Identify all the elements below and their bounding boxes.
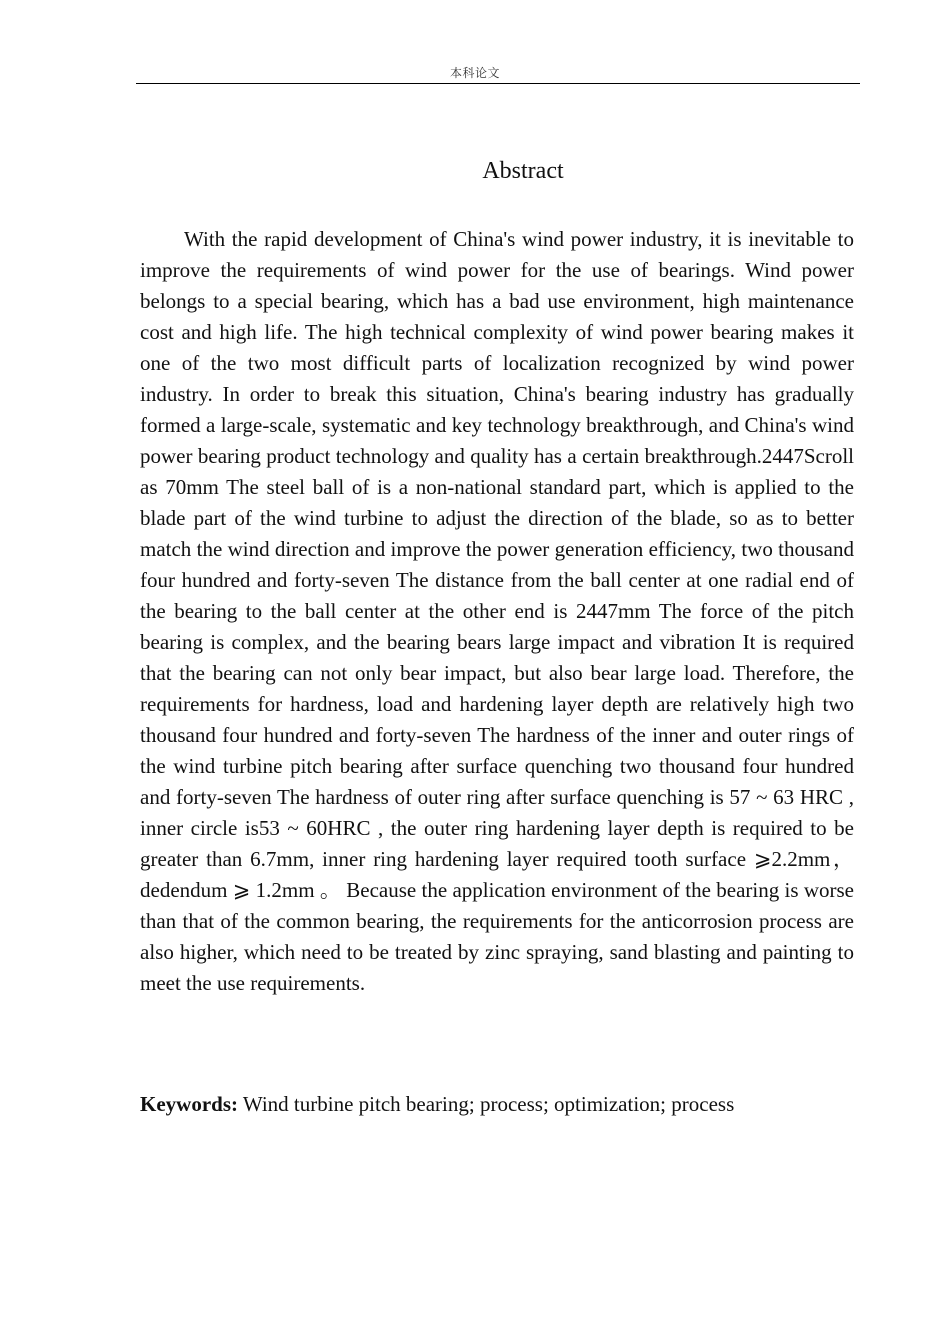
keywords-text: Wind turbine pitch bearing; process; optimization; process [238,1092,735,1116]
abstract-title: Abstract [482,158,564,184]
abstract-body: With the rapid development of China's wind power industry, it is inevitable to improve the requirements of wind power for the use of bearings. Wind power belongs to a special bearing, which has a bad use environment, high maintenance cost and high life. The high technical complexity of wind power bearing makes it one of the two most difficult parts of localization recognized by wind power industry. In order to break this situation, China's bearing industry has gradually formed a large-scale, systematic and key technology breakthrough, and China's wind power bearing product technology and quality has a certain breakthrough.2447Scroll as 70mm The steel ball of is a non-national standard part, which is applied to the blade part of the wind turbine to adjust the direction of the blade, so as to better match the wind direction and improve the power generation efficiency, two thousand four hundred and forty-seven The distance from the ball center at one radial end of the bearing to the ball center at the other end is 2447mm The force of the pitch bearing is complex, and the bearing bears large impact and vibration It is required that the bearing can not only bear impact, but also bear large load. Therefore, the requirements for hardness, load and hardening layer depth are relatively high two thousand four hundred and forty-seven The hardness of the inner and outer rings of the wind turbine pitch bearing after surface quenching two thousand four hundred and forty-seven The hardness of outer ring after surface quenching is 57 ~ 63 HRC , inner circle is53 ~ 60HRC , the outer ring hardening layer depth is required to be greater than 6.7mm, inner ring hardening layer required tooth surface ⩾2.2mm， dedendum ⩾ 1.2mm 。 Because the application environment of the bearing is worse than that of the common bearing, the requirements for the anticorrosion process are also higher, which need to be treated by zinc spraying, sand blasting and painting to meet the use requirements. [140,227,854,995]
running-header: 本科论文 [449,66,500,80]
keywords-line [140,1089,854,1120]
keywords-label: Keywords: [140,1092,238,1116]
header-rule [136,83,860,84]
